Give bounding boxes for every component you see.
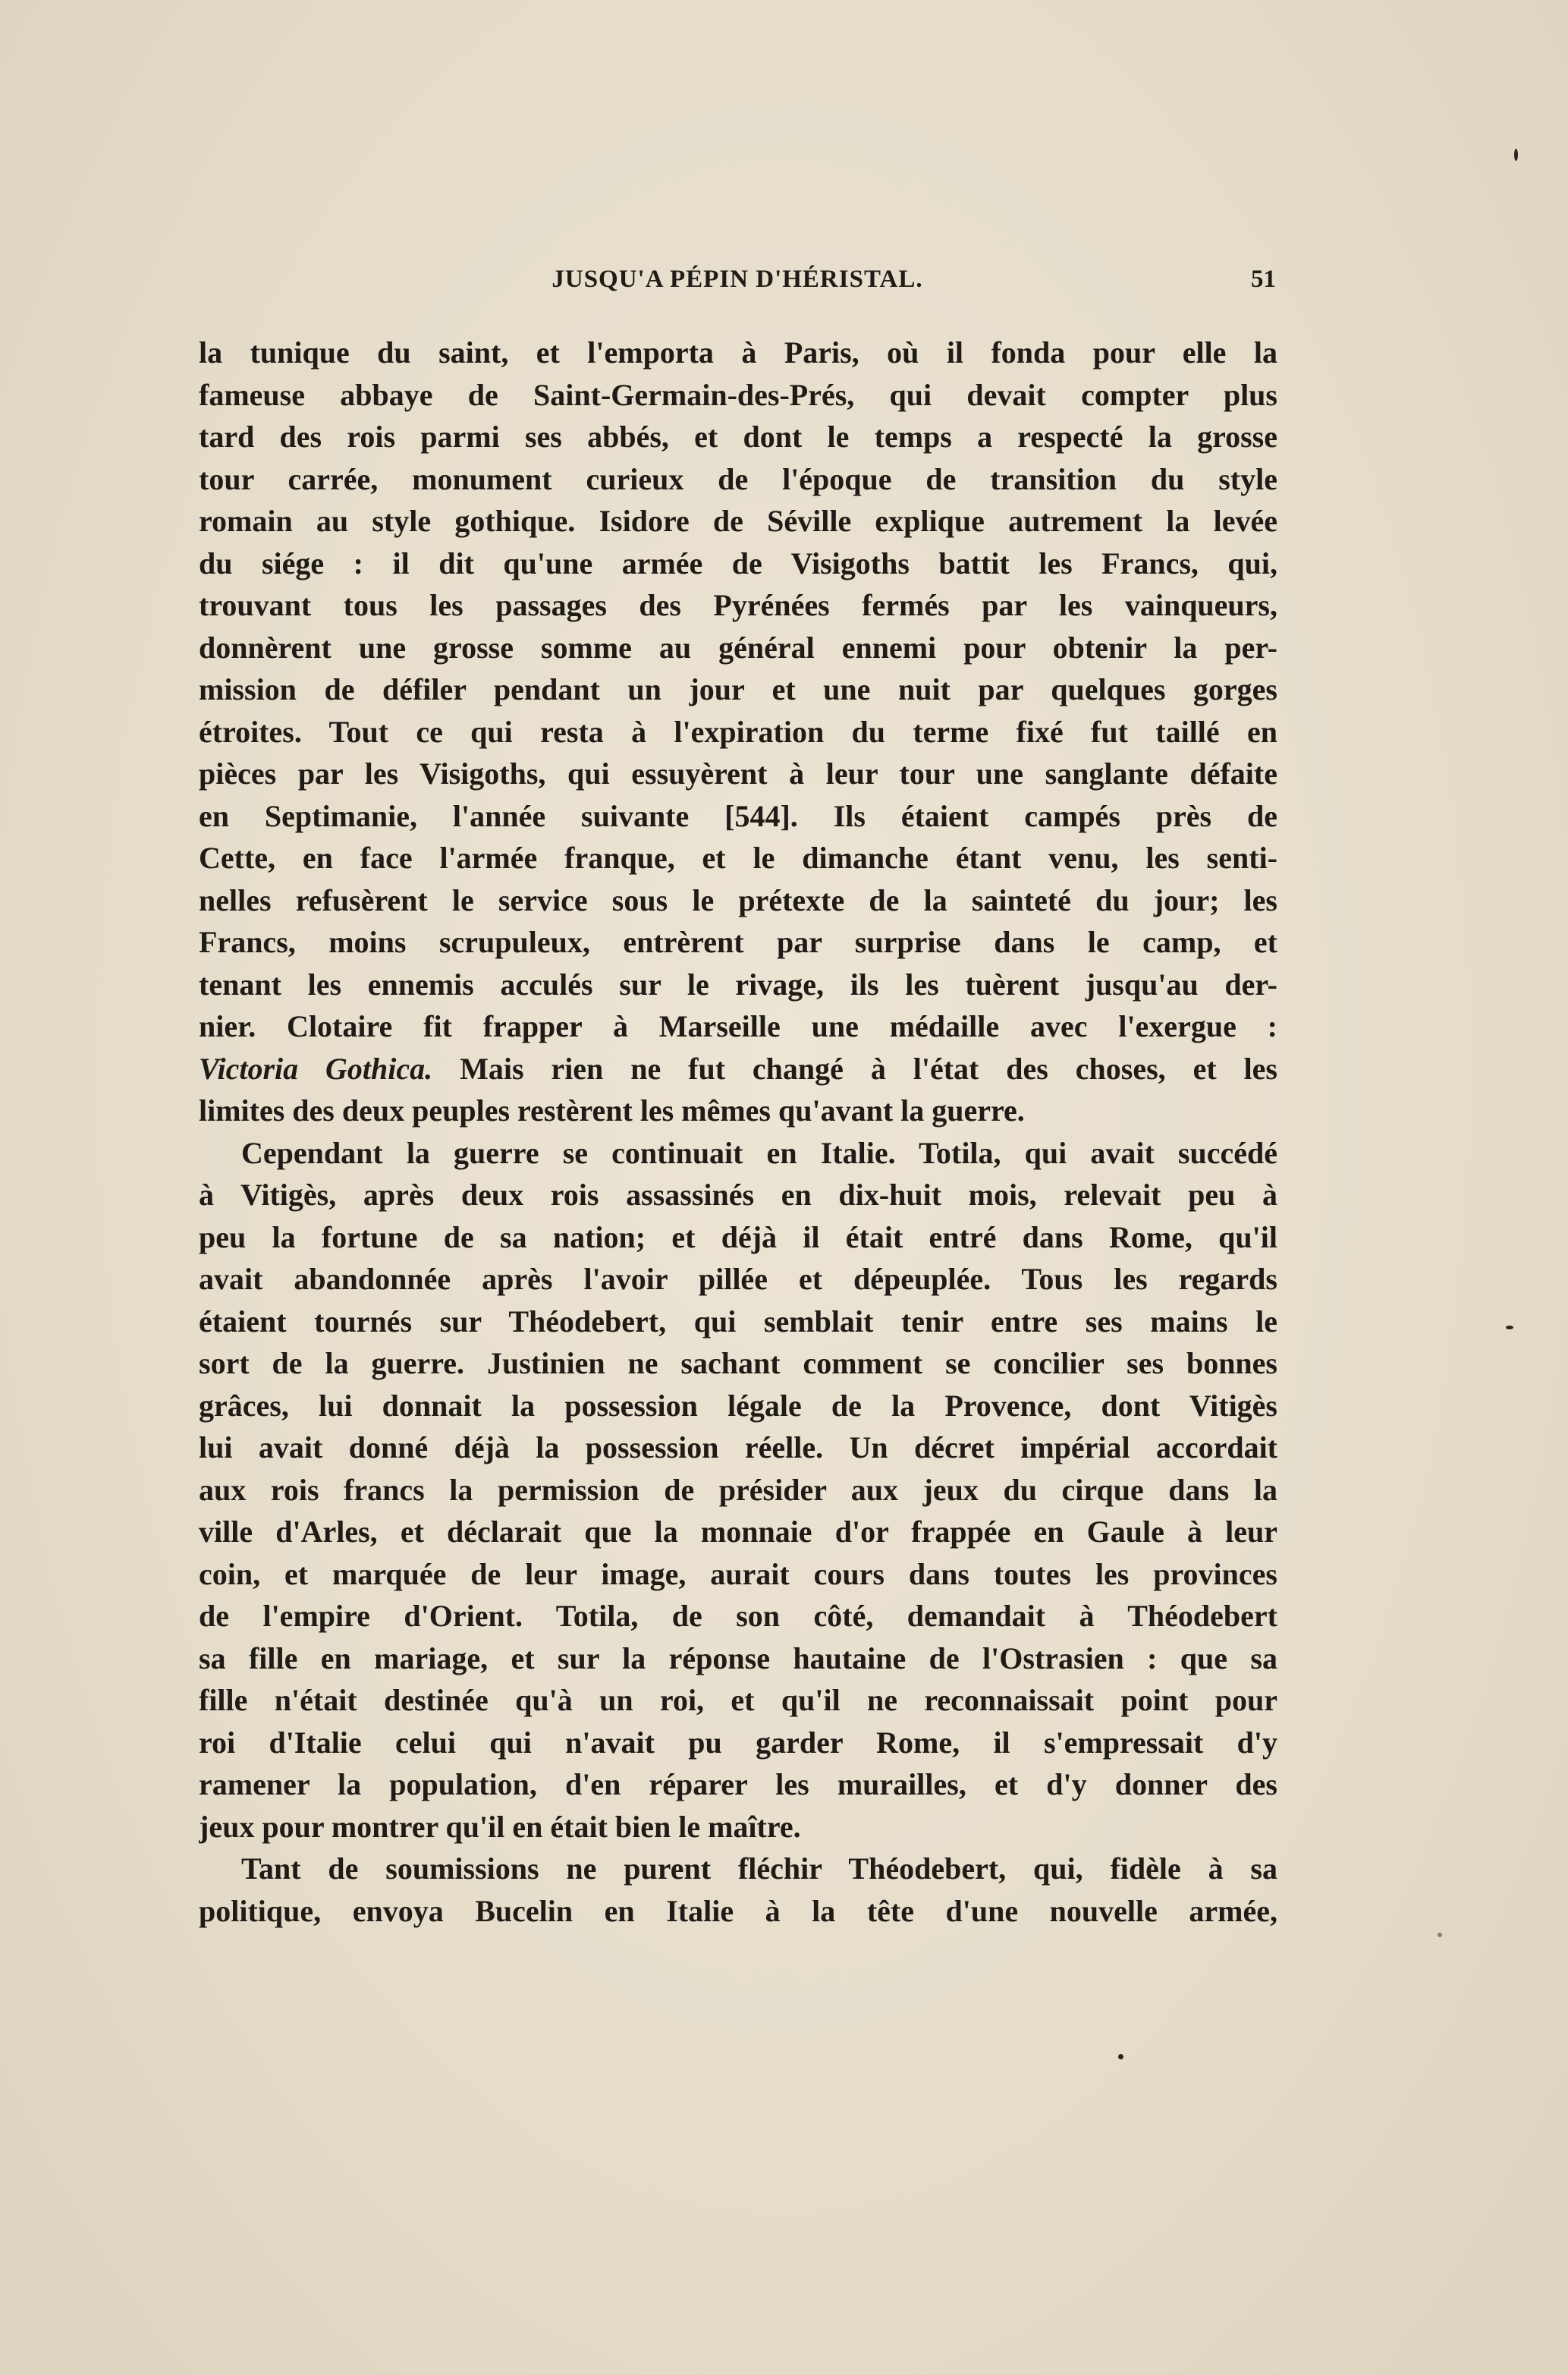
text-line: tard des rois parmi ses abbés, et dont le temps a respecté la grosse (199, 420, 1277, 454)
text-line: Cependant la guerre se continuait en Italie. Totila, qui avait succédé (241, 1135, 1277, 1170)
body-text (199, 332, 1277, 1932)
text-line: grâces, lui donnait la possession légale de la Provence, dont Vitigès (199, 1388, 1277, 1423)
text-line: mission de défiler pendant un jour et une nuit par quelques gorges (199, 672, 1277, 706)
text-line: donnèrent une grosse somme au général ennemi pour obtenir la per- (199, 630, 1277, 665)
text-line: jeux pour montrer qu'il en était bien le maître. (199, 1809, 801, 1844)
text-line: coin, et marquée de leur image, aurait cours dans toutes les provinces (199, 1556, 1277, 1591)
text-line: roi d'Italie celui qui n'avait pu garder Rome, il s'empressait d'y (199, 1725, 1277, 1760)
text-line: étaient tournés sur Théodebert, qui semblait tenir entre ses mains le (199, 1304, 1277, 1338)
text-line: nelles refusèrent le service sous le prétexte de la sainteté du jour; les (199, 882, 1277, 917)
text-line: ville d'Arles, et déclarait que la monnaie d'or frappée en Gaule à leur (199, 1515, 1277, 1549)
text-line: peu la fortune de sa nation; et déjà il était entré dans Rome, qu'il (199, 1219, 1277, 1254)
text-line: aux rois francs la permission de présider aux jeux du cirque dans la (199, 1472, 1277, 1507)
text-line: politique, envoya Bucelin en Italie à la tête d'une nouvelle armée, (199, 1893, 1277, 1928)
text-line: tenant les ennemis acculés sur le rivage, ils les tuèrent jusqu'au der- (199, 967, 1277, 1002)
text-line: la tunique du saint, et l'emporta à Paris, où il fonda pour elle la (199, 335, 1277, 370)
ink-speck (1506, 1326, 1513, 1329)
text-line: nier. Clotaire fit frapper à Marseille une médaille avec l'exergue : (199, 1009, 1277, 1043)
text-line: de l'empire d'Orient. Totila, de son côté, demandait à Théodebert (199, 1599, 1277, 1633)
text-line: ramener la population, d'en réparer les murailles, et d'y donner des (199, 1767, 1277, 1801)
text-line: lui avait donné déjà la possession réelle. Un décret impérial accordait (199, 1430, 1277, 1464)
text-line: fameuse abbaye de Saint-Germain-des-Prés, qui devait compter plus (199, 377, 1277, 412)
text-line: du siége : il dit qu'une armée de Visigoths battit les Francs, qui, (199, 546, 1277, 580)
text-line: sa fille en mariage, et sur la réponse hautaine de l'Ostrasien : que sa (199, 1640, 1277, 1675)
text-line: Cette, en face l'armée franque, et le dimanche étant venu, les senti- (199, 841, 1277, 875)
text-line: trouvant tous les passages des Pyrénées fermés par les vainqueurs, (199, 588, 1277, 622)
text-line: pièces par les Visigoths, qui essuyèrent à leur tour une sanglante défaite (199, 757, 1277, 791)
ink-speck (1118, 2054, 1123, 2059)
text-line: romain au style gothique. Isidore de Séville explique autrement la levée (199, 504, 1277, 538)
page-number: 51 (1251, 266, 1276, 293)
text-line: à Vitigès, après deux rois assassinés en dix-huit mois, relevait peu à (199, 1178, 1277, 1212)
text-line: sort de la guerre. Justinien ne sachant comment se concilier ses bonnes (199, 1346, 1277, 1380)
text-line: Francs, moins scrupuleux, entrèrent par surprise dans le camp, et (199, 925, 1277, 959)
text-line: limites des deux peuples restèrent les mêmes qu'avant la guerre. (199, 1093, 1025, 1128)
running-title: JUSQU'A PÉPIN D'HÉRISTAL. (551, 266, 923, 293)
text-line: étroites. Tout ce qui resta à l'expiration du terme fixé fut taillé en (199, 714, 1277, 749)
ink-speck (1514, 149, 1518, 161)
exergue-italic: Victoria Gothica. (199, 1051, 433, 1086)
text-line: Victoria Gothica. Mais rien ne fut changé à l'état des choses, et les (199, 1051, 1277, 1086)
text-line: avait abandonnée après l'avoir pillée et dépeuplée. Tous les regards (199, 1262, 1277, 1296)
text-line: en Septimanie, l'année suivante [544]. Ils étaient campés près de (199, 798, 1277, 833)
ink-speck (1438, 1933, 1442, 1937)
page-header (199, 266, 1276, 299)
text-line: fille n'était destinée qu'à un roi, et qu'il ne reconnaissait point pour (199, 1683, 1277, 1717)
text-line: Tant de soumissions ne purent fléchir Théodebert, qui, fidèle à sa (241, 1851, 1277, 1886)
text-line: tour carrée, monument curieux de l'époque de transition du style (199, 461, 1277, 496)
